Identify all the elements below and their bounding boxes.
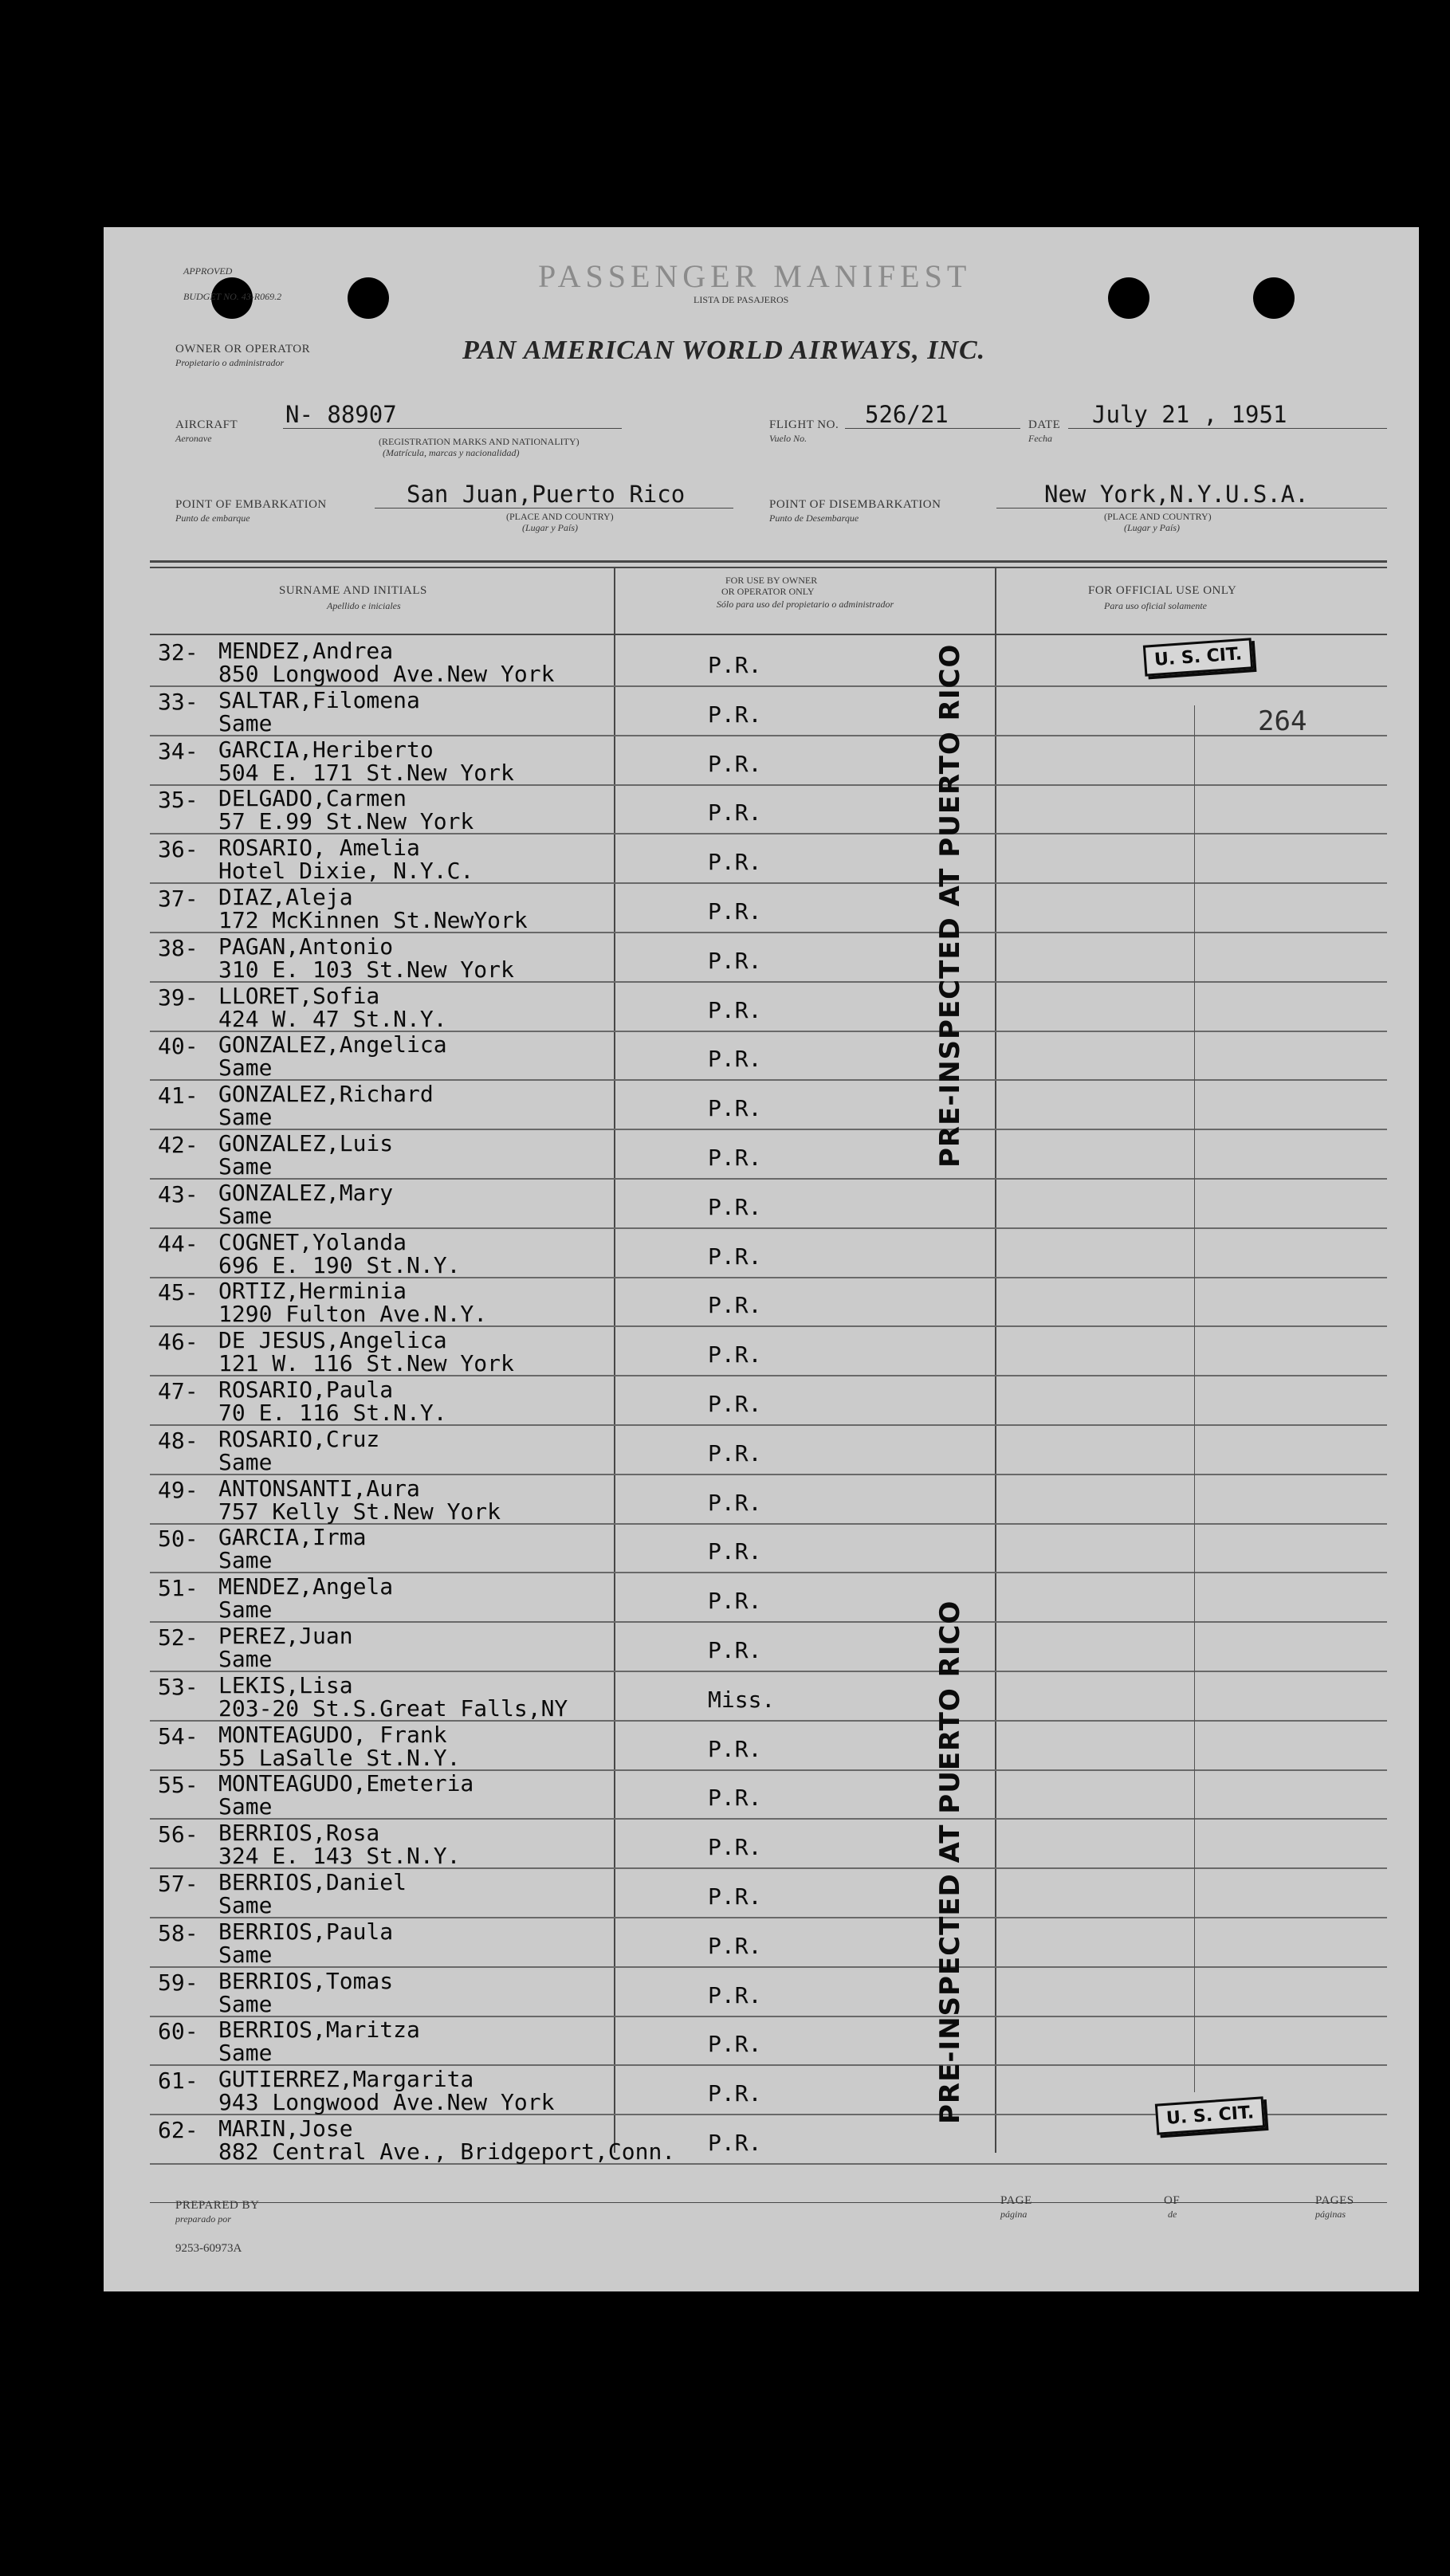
passenger-name: GARCIA,Irma [218,1524,367,1551]
aircraft-value: N- 88907 [285,401,397,428]
passenger-citizenship: P.R. [708,1095,762,1122]
passenger-name: BERRIOS,Rosa [218,1820,380,1847]
passenger-citizenship: P.R. [708,1637,762,1663]
passenger-name: GONZALEZ,Angelica [218,1031,447,1058]
aircraft-label-es: Aeronave [175,433,212,444]
passenger-address: Same [218,1941,273,1968]
footer-line [150,2202,1387,2203]
of-label: OF [1164,2194,1181,2207]
date-label-es: Fecha [1028,433,1052,444]
table-row [150,1966,1387,2017]
aircraft-label: AIRCRAFT [175,418,238,431]
place-note-2: (PLACE AND COUNTRY) [1104,511,1212,522]
passenger-name: COGNET,Yolanda [218,1228,407,1255]
passenger-address: Same [218,1153,273,1180]
row-number: 32- [158,639,198,666]
pages-label: PAGES [1315,2194,1354,2207]
row-number: 53- [158,1673,198,1700]
table-row [150,1276,1387,1327]
approved-note: APPROVED [183,265,233,277]
disembark-label: POINT OF DISEMBARKATION [769,498,941,511]
page-title: PASSENGER MANIFEST [538,258,972,294]
passenger-citizenship: P.R. [708,1193,762,1220]
passenger-name: BERRIOS,Maritza [218,2016,420,2044]
table-row [150,1178,1387,1229]
passenger-name: DE JESUS,Angelica [218,1327,447,1354]
table-row [150,882,1387,933]
passenger-address: Hotel Dixie, N.Y.C. [218,858,474,885]
page-label-es: página [1000,2209,1028,2220]
preinspected-stamp-bottom: PRE-INSPECTED AT PUERTO RICO [934,1600,966,2124]
passenger-name: BERRIOS,Paula [218,1918,394,1945]
row-number: 46- [158,1329,198,1356]
passenger-citizenship: P.R. [708,1489,762,1516]
passenger-citizenship: P.R. [708,1145,762,1171]
passenger-address: 504 E. 171 St.New York [218,759,514,786]
passenger-name: MONTEAGUDO,Emeteria [218,1770,474,1797]
punch-hole [1108,277,1149,319]
place-note-2-es: (Lugar y País) [1124,522,1180,533]
table-row [150,1769,1387,1820]
form-code: 9253-60973A [175,2242,242,2255]
passenger-address: 424 W. 47 St.N.Y. [218,1005,447,1032]
registration-note: (REGISTRATION MARKS AND NATIONALITY) [379,436,580,447]
flight-value: 526/21 [865,401,949,428]
passenger-address: 324 E. 143 St.N.Y. [218,1843,461,1870]
us-citizen-stamp-bottom: U. S. CIT. [1155,2096,1265,2134]
passenger-name: ANTONSANTI,Aura [218,1475,420,1502]
row-number: 37- [158,886,198,912]
passenger-citizenship: P.R. [708,898,762,925]
page-label: PAGE [1000,2194,1032,2207]
table-row [150,1917,1387,1968]
passenger-citizenship: P.R. [708,2031,762,2058]
table-row [150,1867,1387,1918]
owner-label-es: Propietario o administrador [175,357,285,368]
disembark-label-es: Punto de Desembarque [769,512,859,524]
passenger-citizenship: P.R. [708,750,762,777]
row-number: 54- [158,1722,198,1749]
passenger-address: 757 Kelly St.New York [218,1498,501,1525]
passenger-citizenship: P.R. [708,1292,762,1319]
passenger-address: 203-20 St.S.Great Falls,NY [218,1694,568,1722]
passenger-citizenship: P.R. [708,1883,762,1910]
passenger-citizenship: P.R. [708,1588,762,1615]
passenger-name: GONZALEZ,Richard [218,1081,434,1108]
passenger-name: DELGADO,Carmen [218,785,407,812]
prepared-label-es: preparado por [175,2213,231,2225]
passenger-citizenship: P.R. [708,2130,762,2156]
passenger-name: PAGAN,Antonio [218,933,394,960]
owner-label: OWNER OR OPERATOR [175,343,311,355]
passenger-citizenship: P.R. [708,1243,762,1270]
passenger-citizenship: P.R. [708,1391,762,1417]
row-number: 45- [158,1279,198,1306]
row-number: 52- [158,1624,198,1651]
table-row [150,735,1387,786]
row-number: 50- [158,1526,198,1553]
table-row [150,1474,1387,1525]
row-number: 34- [158,737,198,764]
passenger-name: GUTIERREZ,Margarita [218,2066,474,2093]
punch-hole [348,277,389,319]
column-header-owner-a: FOR USE BY OWNER [725,575,818,586]
passenger-citizenship: P.R. [708,799,762,827]
passenger-address: 943 Longwood Ave.New York [218,2089,555,2116]
passenger-name: GONZALEZ,Luis [218,1130,394,1156]
prepared-label: PREPARED BY [175,2199,260,2212]
passenger-address: Same [218,1646,273,1672]
passenger-address: 696 E. 190 St.N.Y. [218,1251,461,1278]
table-row [150,1030,1387,1081]
passenger-address: Same [218,1054,273,1082]
row-number: 42- [158,1132,198,1158]
passenger-citizenship: P.R. [708,1785,762,1812]
passenger-address: Same [218,1202,273,1229]
passenger-citizenship: P.R. [708,947,762,974]
row-number: 55- [158,1772,198,1799]
passenger-citizenship: P.R. [708,1981,762,2009]
column-header-official: FOR OFFICIAL USE ONLY [1088,584,1237,597]
row-number: 38- [158,934,198,961]
passenger-address: Same [218,1793,273,1820]
passenger-address: Same [218,1596,273,1624]
registration-note-es: (Matrícula, marcas y nacionalidad) [383,447,520,458]
date-value: July 21 , 1951 [1092,401,1287,428]
passenger-address: 172 McKinnen St.NewYork [218,907,528,933]
ditto-line [1194,705,1195,2092]
passenger-address: 55 LaSalle St.N.Y. [218,1744,461,1771]
passenger-name: MENDEZ,Angela [218,1573,394,1600]
embark-value: San Juan,Puerto Rico [407,481,686,508]
passenger-address: Same [218,2040,273,2067]
passenger-address: 1290 Fulton Ave.N.Y. [218,1301,488,1328]
passenger-name: ROSARIO,Cruz [218,1425,380,1452]
us-citizen-stamp-top: U. S. CIT. [1143,638,1253,676]
passenger-citizenship: P.R. [708,1735,762,1762]
passenger-citizenship: P.R. [708,1046,762,1073]
row-number: 43- [158,1180,198,1208]
table-row [150,1424,1387,1475]
passenger-name: LEKIS,Lisa [218,1671,353,1698]
table-row [150,1129,1387,1180]
passenger-name: MARIN,Jose [218,2115,353,2142]
underline [375,508,733,509]
passenger-address: 882 Central Ave., Bridgeport,Conn. [218,2138,676,2165]
place-note-es: (Lugar y País) [522,522,578,533]
table-row [150,1375,1387,1426]
table-row [150,783,1387,834]
passenger-citizenship: P.R. [708,2080,762,2107]
passenger-address: Same [218,1892,273,1918]
preinspected-stamp-top: PRE-INSPECTED AT PUERTO RICO [934,643,966,1168]
row-number: 33- [158,688,198,715]
passenger-address: Same [218,1104,273,1131]
passenger-citizenship: P.R. [708,1932,762,1959]
passenger-address: Same [218,1448,273,1475]
row-number: 49- [158,1476,198,1503]
row-number: 62- [158,2117,198,2143]
page-title-es: LISTA DE PASAJEROS [694,294,789,305]
passenger-address: 850 Longwood Ave.New York [218,661,555,687]
column-header-owner-b: OR OPERATOR ONLY [721,586,815,597]
passenger-name: PEREZ,Juan [218,1623,353,1649]
row-number: 51- [158,1575,198,1602]
budget-note: BUDGET NO. 43-R069.2 [183,291,282,302]
place-note: (PLACE AND COUNTRY) [506,511,614,522]
table-row [150,1227,1387,1278]
row-number: 40- [158,1033,198,1060]
row-number: 35- [158,787,198,814]
of-label-es: de [1168,2209,1177,2220]
passenger-address: Same [218,1547,273,1574]
passenger-address: 70 E. 116 St.N.Y. [218,1400,447,1426]
passenger-name: BERRIOS,Daniel [218,1869,407,1895]
passenger-citizenship: P.R. [708,849,762,876]
row-number: 58- [158,1919,198,1946]
table-row [150,981,1387,1032]
table-row [150,1572,1387,1623]
passenger-name: MONTEAGUDO, Frank [218,1721,447,1748]
row-number: 56- [158,1821,198,1848]
table-row [150,1720,1387,1771]
row-number: 61- [158,2067,198,2095]
table-row [150,1671,1387,1722]
row-number: 59- [158,1969,198,1996]
manifest-sheet [104,227,1419,2291]
passenger-citizenship: P.R. [708,1834,762,1861]
underline [1068,428,1387,429]
passenger-citizenship: P.R. [708,652,762,678]
table-top-border-2 [150,567,1387,568]
passenger-address: 121 W. 116 St.New York [218,1350,514,1377]
passenger-count: 264 [1258,705,1307,737]
passenger-name: ROSARIO,Paula [218,1376,394,1403]
punch-hole [1253,277,1295,319]
embark-label-es: Punto de embarque [175,512,250,524]
passenger-address: Same [218,1990,273,2017]
passenger-name: ROSARIO, Amelia [218,834,420,862]
row-number: 36- [158,836,198,863]
date-label: DATE [1028,418,1061,431]
underline [996,508,1387,509]
pages-label-es: páginas [1315,2209,1346,2220]
operator-name: PAN AMERICAN WORLD AIRWAYS, INC. [462,336,986,365]
passenger-address: 310 E. 103 St.New York [218,956,514,983]
passenger-citizenship: P.R. [708,1538,762,1565]
passenger-citizenship: P.R. [708,701,762,728]
passenger-citizenship: P.R. [708,1439,762,1467]
passenger-name: GARCIA,Heriberto [218,736,434,763]
table-row [150,932,1387,983]
passenger-name: ORTIZ,Herminia [218,1278,407,1305]
passenger-name: MENDEZ,Andrea [218,638,394,664]
embark-label: POINT OF EMBARKATION [175,498,327,511]
disembark-value: New York,N.Y.U.S.A. [1044,481,1309,508]
table-row [150,1621,1387,1672]
underline [283,428,622,429]
table-row [150,1079,1387,1130]
passenger-citizenship: P.R. [708,1341,762,1368]
underline [845,428,1020,429]
passenger-name: LLORET,Sofia [218,982,380,1009]
passenger-citizenship: Miss. [708,1686,776,1713]
column-header-owner-es: Sólo para uso del propietario o administrador [716,599,894,610]
row-number: 47- [158,1378,198,1404]
table-row [150,833,1387,884]
column-header-official-es: Para uso oficial solamente [1104,600,1207,611]
table-row [150,1325,1387,1376]
passenger-citizenship: P.R. [708,996,762,1023]
table-top-border [150,560,1387,563]
flight-label: FLIGHT NO. [769,418,839,431]
row-number: 48- [158,1427,198,1454]
passenger-name: DIAZ,Aleja [218,884,353,910]
header-bottom-border [150,634,1387,635]
column-header-surname: SURNAME AND INITIALS [279,584,427,597]
passenger-name: SALTAR,Filomena [218,686,420,713]
table-row [150,1818,1387,1869]
passenger-name: BERRIOS,Tomas [218,1967,394,1994]
row-number: 41- [158,1082,198,1109]
row-number: 39- [158,984,198,1011]
flight-label-es: Vuelo No. [769,433,808,444]
passenger-name: GONZALEZ,Mary [218,1179,394,1206]
row-number: 60- [158,2018,198,2045]
row-number: 44- [158,1230,198,1257]
table-row [150,2015,1387,2066]
passenger-address: 57 E.99 St.New York [218,808,474,835]
passenger-address: Same [218,709,273,736]
table-row [150,685,1387,736]
row-number: 57- [158,1871,198,1897]
column-header-surname-es: Apellido e iniciales [327,600,401,611]
table-row [150,1522,1387,1573]
